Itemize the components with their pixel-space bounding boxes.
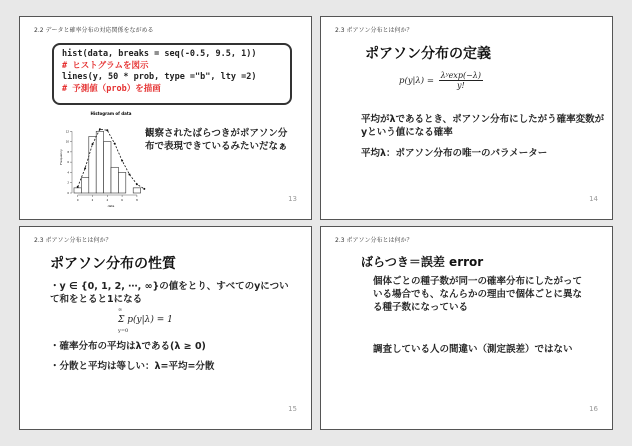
prediction-point — [106, 129, 108, 131]
slide-title: ポアソン分布の性質 — [50, 256, 176, 272]
y-tick-label: 0 — [67, 192, 69, 195]
x-tick-label: 8 — [136, 199, 138, 202]
page-number: 13 — [288, 195, 297, 203]
poisson-formula — [399, 71, 483, 90]
section-heading: 2.3 ポアソン分布とは何か？ — [335, 237, 413, 244]
histogram-plot — [58, 109, 153, 209]
code-line: lines(y, 50 * prob, type ="b", lty =2) — [62, 72, 257, 82]
prediction-point — [92, 143, 94, 145]
parameter-text: 平均λ：ポアソン分布の唯一のパラメーター — [361, 148, 548, 159]
slide-note: 観察されたばらつきがポアソン分布で表現できているみたいだなぁ — [145, 128, 288, 152]
slide-13[interactable] — [19, 16, 312, 220]
x-tick-label: 0 — [76, 199, 79, 202]
section-heading: 2.3 ポアソン分布とは何か？ — [34, 237, 112, 244]
y-tick-label: 8 — [67, 150, 69, 154]
measurement-note: 調査している人の間違い（測定誤差）ではない — [373, 344, 573, 355]
code-comment: # ヒストグラムを図示 — [62, 60, 149, 71]
section-heading: 2.3 ポアソン分布とは何か？ — [335, 27, 413, 34]
code-block — [52, 43, 292, 105]
histogram-bar — [74, 188, 81, 193]
x-tick-label: 4 — [106, 199, 109, 202]
x-axis-label: data — [107, 204, 115, 208]
histogram-bar — [96, 131, 103, 193]
formula-lhs: p(y|λ) = — [399, 76, 434, 86]
histogram-bar — [118, 172, 125, 193]
prediction-point — [129, 173, 131, 175]
section-heading: 2.2 データと確率分布の対応関係をながめる — [34, 27, 154, 34]
definition-text: 平均がλであるとき、ポアソン分布にしたがう確率変数がyという値になる確率 — [361, 114, 605, 138]
sum-top: ∞ — [118, 307, 123, 313]
y-axis-label: Frequency — [59, 149, 63, 165]
formula-numerator: λʸexp(−λ) — [440, 71, 481, 80]
code-comment: # 予測値（prob）を描画 — [62, 83, 161, 94]
prediction-point — [77, 186, 79, 188]
y-tick-label: 4 — [67, 171, 69, 175]
y-tick-label: 2 — [67, 181, 69, 185]
histogram-bar — [81, 178, 88, 193]
y-tick-label: 6 — [67, 161, 69, 165]
prediction-point — [136, 183, 138, 185]
formula-denominator: y! — [456, 81, 465, 90]
bullet-mean: ・確率分布の平均はλである(λ ≥ 0) — [50, 341, 206, 352]
prediction-point — [84, 167, 86, 169]
x-tick-label: 6 — [121, 199, 123, 202]
histogram-bar — [111, 167, 118, 193]
slide-title: ばらつき＝誤差 error — [361, 255, 484, 269]
slide-14[interactable] — [320, 16, 613, 220]
sum-bottom: y=0 — [118, 328, 129, 334]
prediction-point — [114, 143, 116, 145]
slide-title: ポアソン分布の定義 — [365, 46, 491, 62]
slide-16[interactable] — [320, 226, 613, 430]
y-tick-label: 10 — [65, 140, 69, 144]
formula-fraction — [439, 71, 483, 90]
prediction-point — [99, 128, 101, 130]
page-number: 16 — [589, 405, 598, 413]
slide-15[interactable] — [19, 226, 312, 430]
prediction-point — [121, 160, 123, 162]
error-explanation: 個体ごとの種子数が同一の確率分布にしたがっている場合でも、なんらかの理由で個体ごとに異なる種子数になっている — [373, 276, 583, 313]
bullet-variance: ・分散と平均は等しい：λ=平均=分散 — [50, 361, 215, 372]
y-tick-label: 12 — [65, 130, 69, 134]
chart-title: Histogram of data — [90, 111, 132, 116]
page-number: 15 — [288, 405, 297, 413]
bullet-support: ・y ∈ {0, 1, 2, ⋯, ∞}の値をとり、すべてのyについて和をとると1になる — [50, 281, 289, 305]
histogram-bar — [133, 188, 140, 193]
code-line: hist(data, breaks = seq(-0.5, 9.5, 1)) — [62, 49, 257, 59]
x-tick-label: 2 — [91, 199, 94, 202]
prediction-point — [143, 188, 145, 190]
histogram-svg — [58, 109, 153, 209]
histogram-bar — [104, 142, 111, 193]
sum-expression: Σ p(y|λ) = 1 — [118, 315, 173, 325]
page-number: 14 — [589, 195, 598, 203]
